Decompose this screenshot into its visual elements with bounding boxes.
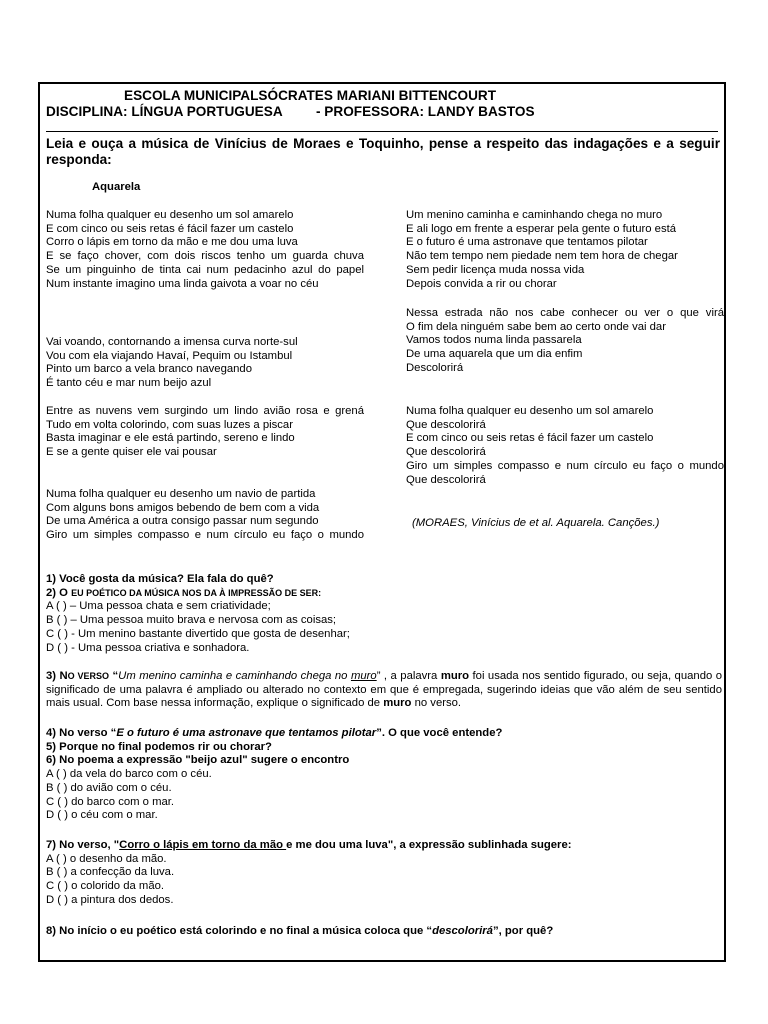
q2-option-a: A ( ) – Uma pessoa chata e sem criatividade; xyxy=(46,600,271,613)
lyrics-left-stanza-3 xyxy=(46,405,364,460)
lyrics-right-stanza-3 xyxy=(406,405,724,487)
q7-option-b: B ( ) a confecção da luva. xyxy=(46,866,175,879)
q2-option-c: C ( ) - Um menino bastante divertido que gosta de desenhar; xyxy=(46,627,350,640)
lyric-line: E ali logo em frente a esperar pela gente o futuro está xyxy=(406,222,677,235)
discipline: DISCIPLINA: LÍNGUA PORTUGUESA xyxy=(46,104,283,119)
lyric-line: Um menino caminha e caminhando chega no muro xyxy=(406,209,663,221)
lyric-line: Depois convida a rir ou chorar xyxy=(406,277,557,290)
q3-word-2: muro xyxy=(383,697,412,710)
school-name: ESCOLA MUNICIPALSÓCRATES MARIANI BITTENCOURT xyxy=(124,88,497,103)
lyric-line: Vamos todos numa linda passarela xyxy=(406,334,582,347)
q2-option-d: D ( ) - Uma pessoa criativa e sonhadora. xyxy=(46,641,250,654)
q7-option-d: D ( ) a pintura dos dedos. xyxy=(46,893,174,906)
lyric-line: Vai voando, contornando a imensa curva norte-sul xyxy=(46,336,298,348)
question-1: 1) Você gosta da música? Ela fala do quê? xyxy=(46,573,274,585)
q3-text-2: foi usada nos sentido figurado, ou seja, quando o significado de uma palavra é ampliado ou alterado no contexto em que é empregada, sugerindo ideias que vão além de seu sentido mais usual. Com base nessa informação, explique o significado de xyxy=(46,670,723,710)
lyrics-right-stanza-2 xyxy=(406,307,724,376)
lyric-line: Pinto um barco a vela branco navegando xyxy=(46,363,252,376)
lyric-line: E se faço chover, com dois riscos tenho um guarda chuva xyxy=(46,250,364,263)
instructions: Leia e ouça a música de Vinícius de Moraes e Toquinho, pense a respeito das indagações e a seguir responda: xyxy=(46,136,720,167)
lyric-line: De uma aquarela que um dia enfim xyxy=(406,348,583,361)
lyrics-left-stanza-2 xyxy=(46,336,364,391)
question-7 xyxy=(46,839,722,908)
lyric-line: Não tem tempo nem piedade nem tem hora de chegar xyxy=(406,250,678,263)
question-3: 3) NO VERSO “Um menino caminha e caminhando chega no muro” , a palavra muro foi usada nos sentido figurado, ou seja, quando o significado de uma palavra é ampliado ou alterado no contexto em que é empregada, sugerindo ideias que vão além de seu sentido mais usual. Com base nessa informação, explique o significado de muro no verso. xyxy=(46,670,723,710)
q3-number: 3) N xyxy=(46,670,68,682)
q6-option-c: C ( ) do barco com o mar. xyxy=(46,795,175,808)
q2-option-b: B ( ) – Uma pessoa muito brava e nervosa com as coisas; xyxy=(46,614,337,627)
lyric-line: Tudo em volta colorindo, com suas luzes a piscar xyxy=(46,418,293,431)
q3-quote: Um menino caminha e caminhando chega no xyxy=(118,670,351,682)
lyric-line: Sem pedir licença muda nossa vida xyxy=(406,263,585,276)
lyric-line: Entre as nuvens vem surgindo um lindo avião rosa e grená xyxy=(46,405,364,417)
header-rule xyxy=(46,131,718,132)
lyric-line: E com cinco ou seis retas é fácil fazer um castelo xyxy=(46,222,294,235)
lyric-line: De uma América a outra consigo passar num segundo xyxy=(46,515,319,528)
lyrics-left-stanza-1 xyxy=(46,209,364,291)
question-2-text: EU POÉTICO DA MÚSICA NOS DA À IMPRESSÃO DE SER: xyxy=(71,587,322,598)
q4-end: ”. O que você entende? xyxy=(376,727,503,739)
q7-end: e me dou uma luva", a expressão sublinhada sugere: xyxy=(286,839,572,851)
lyric-line: Vou com ela viajando Havaí, Pequim ou Istambul xyxy=(46,349,293,362)
lyric-line: Giro um simples compasso e num círculo eu faço o mundo xyxy=(46,529,364,542)
lyrics-left-stanza-4 xyxy=(46,488,364,543)
q3-text-1: , a palavra xyxy=(383,670,441,682)
lyric-line: Se um pinguinho de tinta cai num pedacinho azul do papel xyxy=(46,263,364,276)
question-2-number: 2) O xyxy=(46,586,68,599)
q8-end: ”, por quê? xyxy=(492,925,554,937)
q3-label: O VERSO xyxy=(67,671,110,681)
lyric-line: Que descolorirá xyxy=(406,446,486,459)
q7-underlined: Corro o lápis em torno da mão xyxy=(119,839,287,851)
lyric-line: Numa folha qualquer eu desenho um sol amarelo xyxy=(46,209,294,221)
question-6: 6) No poema a expressão "beijo azul" sugere o encontro xyxy=(46,754,350,767)
q7-option-c: C ( ) o colorido da mão. xyxy=(46,880,165,893)
lyric-line: Que descolorirá xyxy=(406,473,486,486)
q6-option-d: D ( ) o céu com o mar. xyxy=(46,809,158,822)
song-title: Aquarela xyxy=(92,181,141,193)
lyric-line: Corro o lápis em torno da mão e me dou uma luva xyxy=(46,236,298,249)
lyric-line: Numa folha qualquer eu desenho um sol amarelo xyxy=(406,405,654,417)
lyric-line: E o futuro é uma astronave que tentamos pilotar xyxy=(406,236,648,249)
q4-start: 4) No verso “ xyxy=(46,727,117,739)
lyrics-right-stanza-1 xyxy=(406,209,724,291)
lyric-line: Basta imaginar e ele está partindo, sereno e lindo xyxy=(46,432,295,445)
lyric-line: Que descolorirá xyxy=(406,418,486,431)
question-8 xyxy=(46,925,722,939)
lyric-line: E com cinco ou seis retas é fácil fazer um castelo xyxy=(406,432,654,445)
questions-4-6 xyxy=(46,727,722,823)
lyric-line: Descolorirá xyxy=(406,361,464,374)
q3-text-3: no verso. xyxy=(411,697,462,710)
lyric-line: E se a gente quiser ele vai pousar xyxy=(46,446,217,459)
lyric-line: Num instante imagino uma linda gaivota a voar no céu xyxy=(46,277,319,290)
q6-option-a: A ( ) da vela do barco com o céu. xyxy=(46,768,212,781)
q3-word: muro xyxy=(440,670,470,682)
lyric-line: Giro um simples compasso e num círculo eu faço o mundo xyxy=(406,459,724,472)
lyric-line: Com alguns bons amigos bebendo de bem com a vida xyxy=(46,501,320,514)
lyric-line: Numa folha qualquer eu desenho um navio de partida xyxy=(46,488,316,500)
lyric-line: Nessa estrada não nos cabe conhecer ou ver o que virá xyxy=(406,307,724,319)
q8-word: descolorirá xyxy=(432,925,493,937)
q8-start: 8) No início o eu poético está colorindo e no final a música coloca que “ xyxy=(46,925,433,937)
teacher: - PROFESSORA: LANDY BASTOS xyxy=(316,104,535,119)
question-5: 5) Porque no final podemos rir ou chorar? xyxy=(46,740,272,753)
citation: (MORAES, Vinícius de et al. Aquarela. Canções.) xyxy=(412,517,660,529)
q3-quote-underlined: muro xyxy=(350,670,377,682)
q4-quote: E o futuro é uma astronave que tentamos pilotar xyxy=(116,727,377,739)
questions-1-2 xyxy=(46,573,722,655)
q7-start: 7) No verso, " xyxy=(46,839,120,851)
q6-option-b: B ( ) do avião com o céu. xyxy=(46,781,172,794)
q7-option-a: A ( ) o desenho da mão. xyxy=(46,852,167,865)
lyric-line: O fim dela ninguém sabe bem ao certo onde vai dar xyxy=(406,320,666,333)
lyric-line: É tanto céu e mar num beijo azul xyxy=(46,377,212,390)
